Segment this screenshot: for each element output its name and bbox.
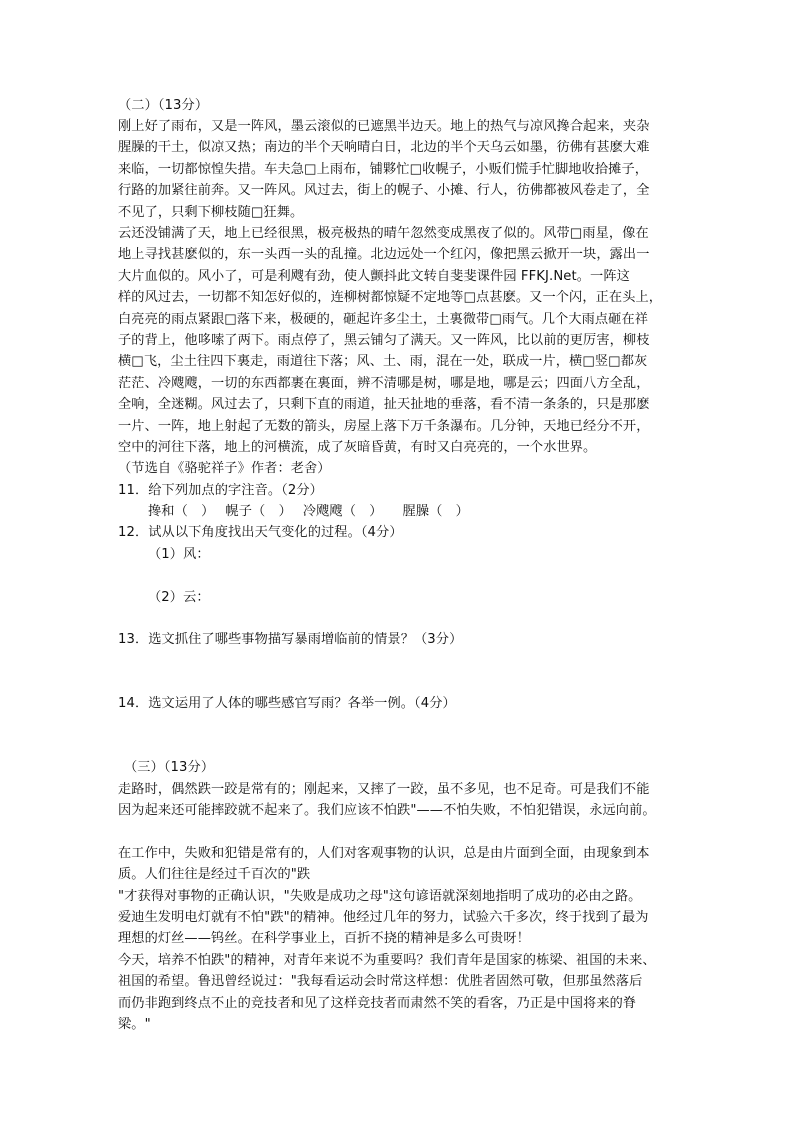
- passage3-line: 梁。": [118, 1017, 151, 1032]
- passage2-line: 白亮亮的雨点紧跟□落下来，极硬的，砸起许多尘土，土裏微带□雨气。几个大雨点砸在祥: [118, 312, 649, 327]
- passage2-line: 地上寻找甚麽似的，东一头西一头的乱撞。北边远处一个红闪，像把黑云掀开一块，露出一: [118, 247, 650, 262]
- section3-heading: （三）（13分）: [124, 760, 215, 775]
- passage2-line: 空中的河往下落，地上的河横流，成了灰暗昏黄，有时又白亮亮的，一个水世界。: [118, 440, 597, 455]
- passage3-line: 而仍非跑到终点不止的竞技者和见了这样竞技者而肃然不笑的看客，乃正是中国将来的脊: [118, 996, 637, 1011]
- passage3-line: 因为起来还可能摔跤就不起来了。我们应该不怕跌"——不怕失败，不怕犯错误，永远向前。: [118, 803, 656, 818]
- question-14: 14．选文运用了人体的哪些感官写雨？各举一例。（4分）: [118, 696, 456, 711]
- passage2-line: 腥臊的干土，似凉又热；南边的半个天响晴白日，北边的半个天乌云如墨，彷佛有甚麽大难: [118, 140, 650, 155]
- passage3-line: 在工作中，失败和犯错是常有的，人们对客观事物的认识，总是由片面到全面，由现象到本: [118, 846, 650, 861]
- passage3-line: 走路时，偶然跌一跤是常有的；刚起来，又摔了一跤，虽不多见，也不足奇。可是我们不能: [118, 782, 650, 797]
- passage2-line: 一片、一阵，地上射起了无数的箭头，房屋上落下万千条瀑布。几分钟，天地已经分不开，: [118, 419, 650, 434]
- passage2-line: 横□飞，尘土往四下裏走，雨道往下落；风、土、雨，混在一处，联成一片，横□竖□都灰: [118, 354, 648, 369]
- passage2-line: 云还没铺满了天，地上已经很黑，极亮极热的晴午忽然变成黑夜了似的。风带□雨星，像在: [118, 226, 649, 241]
- question-11-items: 搀和（ ） 幌子（ ） 冷飕飕（ ） 腥臊（ ）: [148, 504, 469, 519]
- passage3-line: 理想的灯丝——钨丝。在科学事业上，百折不挠的精神是多么可贵呀！: [118, 931, 530, 946]
- passage2-line: 行路的加紧往前奔。又一阵风。风过去，街上的幌子、小摊、行人，彷佛都被风卷走了，全: [118, 183, 650, 198]
- passage3-line: 质。人们往往是经过千百次的"跌: [118, 867, 311, 882]
- question-12-cloud: （2）云：: [148, 590, 210, 605]
- passage2-line: 子的背上，他哆嗦了两下。雨点停了，黑云铺匀了满天。又一阵风，比以前的更厉害，柳枝: [118, 333, 650, 348]
- section2-heading: （二）（13分）: [118, 98, 209, 113]
- question-11: 11．给下列加点的字注音。（2分）: [118, 483, 323, 498]
- passage2-line: 大片血似的。风小了，可是利飕有劲，使人颤抖此文转自斐斐课件园 FFKJ.Net。一阵这: [118, 269, 630, 284]
- passage2-line: 刚上好了雨布，又是一阵风，墨云滚似的已遮黑半边天。地上的热气与凉风搀合起来，夹杂: [118, 119, 650, 134]
- passage3-line: 祖国的希望。鲁迅曾经说过："我每看运动会时常这样想：优胜者固然可敬，但那虽然落后: [118, 974, 643, 989]
- question-13: 13．选文抓住了哪些事物描写暴雨增临前的情景？（3分）: [118, 632, 463, 647]
- passage2-line: 来临，一切都惊惶失措。车夫急□上雨布，铺夥忙□收幌子，小贩们慌手忙脚地收拾摊子，: [118, 162, 649, 177]
- passage3-line: "才获得对事物的正确认识，"失败是成功之母"这句谚语就深刻地指明了成功的必由之路。: [118, 889, 642, 904]
- question-12-wind: （1）风：: [148, 547, 210, 562]
- passage2-line: 不见了，只剩下柳枝随□狂舞。: [118, 205, 304, 220]
- passage-source: （节选自《骆驼祥子》作者：老舍）: [118, 461, 331, 476]
- passage3-line: 爱迪生发明电灯就有不怕"跌"的精神。他经过几年的努力，试验六千多次，终于找到了最为: [118, 910, 649, 925]
- question-12: 12．试从以下角度找出天气变化的过程。（4分）: [118, 525, 403, 540]
- passage2-line: 全响，全迷糊。风过去了，只剩下直的雨道，扯天扯地的垂落，看不清一条条的，只是那麽: [118, 397, 650, 412]
- passage2-line: 茫茫、冷飕飕，一切的东西都裹在裏面，辨不清哪是树，哪是地，哪是云；四面八方全乱，: [118, 376, 650, 391]
- passage2-line: 样的风过去，一切都不知怎好似的，连柳树都惊疑不定地等□点甚麽。又一个闪，正在头上，: [118, 290, 663, 305]
- passage3-line: 今天，培养不怕跌"的精神，对青年来说不为重要吗？我们青年是国家的栋梁、祖国的未来、: [118, 953, 656, 968]
